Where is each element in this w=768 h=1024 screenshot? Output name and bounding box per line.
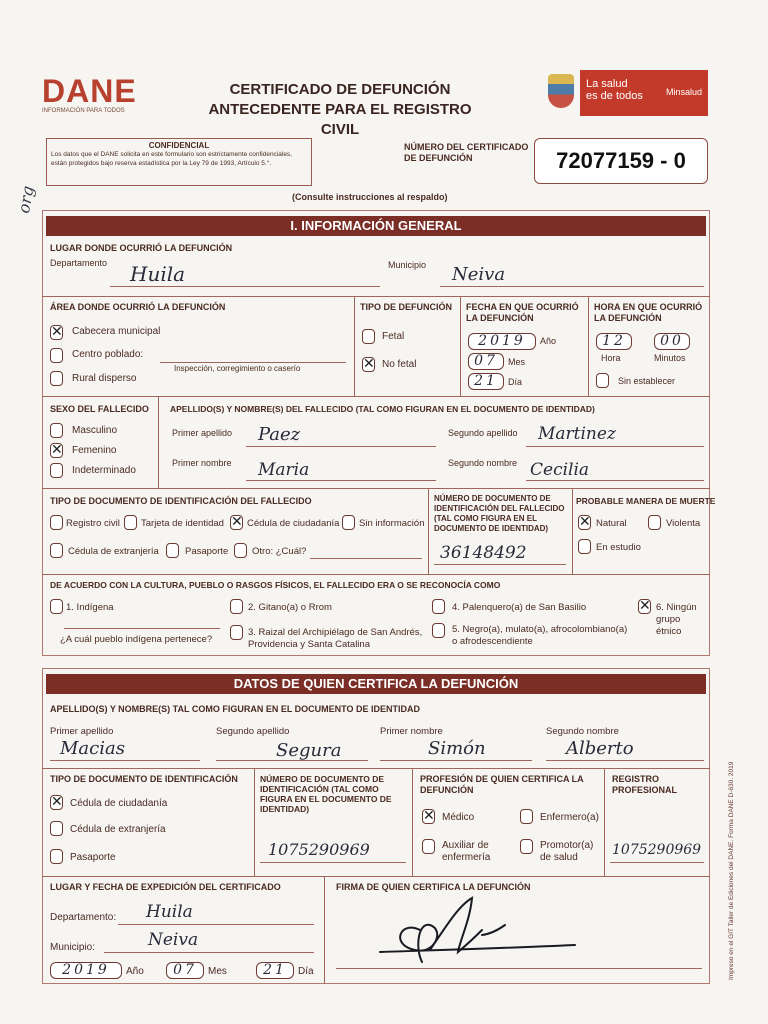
cert-extranjeria-label: Cédula de extranjería bbox=[70, 824, 166, 835]
etnia-indigena-checkbox[interactable] bbox=[50, 599, 63, 614]
prof-auxiliar-checkbox[interactable] bbox=[422, 839, 435, 854]
doc-cedula-label: Cédula de ciudadanía bbox=[247, 518, 340, 529]
field-line bbox=[118, 924, 314, 925]
lugar-fecha-label: LUGAR Y FECHA DE EXPEDICIÓN DEL CERTIFICADO bbox=[50, 882, 281, 892]
doc-otro-checkbox[interactable] bbox=[234, 543, 247, 558]
exp-month-field[interactable]: 07 bbox=[166, 962, 204, 979]
primer-apellido-value: Paez bbox=[258, 424, 301, 445]
sexo-label: SEXO DEL FALLECIDO bbox=[50, 404, 149, 414]
col-divider bbox=[158, 396, 159, 488]
doc-tarjeta-label: Tarjeta de identidad bbox=[141, 518, 224, 529]
etnia-label: DE ACUERDO CON LA CULTURA, PUEBLO O RASGOS FÍSICOS, EL FALLECIDO ERA O SE RECONOCÍA COMO bbox=[50, 580, 501, 590]
exp-month-label: Mes bbox=[208, 966, 227, 977]
cert-pasaporte-label: Pasaporte bbox=[70, 852, 116, 863]
minutos-field[interactable]: 00 bbox=[654, 333, 690, 350]
area-centro-note: Inspección, corregimiento o caserío bbox=[174, 364, 301, 373]
muerte-estudio-label: En estudio bbox=[596, 542, 641, 553]
doc-otro-label: Otro: ¿Cuál? bbox=[252, 546, 307, 557]
row-divider bbox=[42, 574, 710, 575]
col-divider bbox=[354, 296, 355, 396]
segundo-nombre-value: Cecilia bbox=[530, 460, 590, 480]
firma-label: FIRMA DE QUIEN CERTIFICA LA DEFUNCIÓN bbox=[336, 882, 531, 892]
doc-sininfo-label: Sin información bbox=[359, 518, 425, 529]
departamento-label: Departamento bbox=[50, 258, 108, 268]
field-line bbox=[526, 446, 704, 447]
fecha-month-field[interactable]: 07 bbox=[468, 353, 504, 370]
sexo-masculino-checkbox[interactable] bbox=[50, 423, 63, 438]
row-divider bbox=[42, 488, 710, 489]
prof-medico-checkbox[interactable] bbox=[422, 809, 435, 824]
minutos-sub-label: Minutos bbox=[654, 353, 686, 363]
etnia-gitano-checkbox[interactable] bbox=[230, 599, 243, 614]
departamento-value: Huila bbox=[130, 262, 186, 286]
confidencial-box: CONFIDENCIAL Los datos que el DANE solicita en este formulario son estrictamente confidenciales, están protegidos bajo reserva estadística por la Ley 79 de 1993, Artículo 5.°. bbox=[46, 138, 312, 186]
row-divider bbox=[42, 768, 710, 769]
firma-line bbox=[336, 968, 702, 969]
muerte-natural-label: Natural bbox=[596, 518, 627, 529]
primer-nombre-label: Primer nombre bbox=[172, 458, 232, 468]
section-title-general: I. INFORMACIÓN GENERAL bbox=[46, 216, 706, 236]
muerte-violenta-checkbox[interactable] bbox=[648, 515, 661, 530]
muerte-label: PROBABLE MANERA DE MUERTE bbox=[576, 496, 716, 506]
area-cabecera-label: Cabecera municipal bbox=[72, 326, 161, 337]
doc-tarjeta-checkbox[interactable] bbox=[124, 515, 137, 530]
tipo-nofetal-label: No fetal bbox=[382, 359, 417, 370]
exp-day-label: Día bbox=[298, 966, 314, 977]
col-divider bbox=[324, 876, 325, 984]
sexo-indeterminado-label: Indeterminado bbox=[72, 465, 136, 476]
hora-field[interactable]: 12 bbox=[596, 333, 632, 350]
dane-logo: DANE INFORMACIÓN PARA TODOS bbox=[42, 73, 137, 114]
col-divider bbox=[460, 296, 461, 396]
field-line bbox=[216, 760, 368, 761]
cert-cedula-checkbox[interactable] bbox=[50, 795, 63, 810]
area-rural-label: Rural disperso bbox=[72, 373, 137, 384]
municipio-label: Municipio bbox=[388, 260, 427, 270]
hora-sub-label: Hora bbox=[601, 353, 621, 363]
prof-enfermero-checkbox[interactable] bbox=[520, 809, 533, 824]
etnia-raizal-checkbox[interactable] bbox=[230, 625, 243, 640]
exp-year-field[interactable]: 2019 bbox=[50, 962, 122, 979]
cert-segundo-nombre-value: Alberto bbox=[566, 738, 634, 759]
nombres-fallecido-label: APELLIDO(S) Y NOMBRE(S) DEL FALLECIDO (TAL COMO FIGURAN EN EL DOCUMENTO DE IDENTIDAD) bbox=[170, 404, 595, 414]
muerte-violenta-label: Violenta bbox=[666, 518, 701, 529]
row-divider bbox=[42, 876, 710, 877]
day-label: Día bbox=[508, 377, 523, 387]
field-line bbox=[246, 446, 436, 447]
field-line bbox=[260, 862, 406, 863]
minsalud-brand: Minsalud bbox=[665, 87, 702, 97]
doc-registro-checkbox[interactable] bbox=[50, 515, 63, 530]
prof-promotor-checkbox[interactable] bbox=[520, 839, 533, 854]
prof-enfermero-label: Enfermero(a) bbox=[540, 812, 599, 823]
row-divider bbox=[42, 296, 710, 297]
tipo-fetal-checkbox[interactable] bbox=[362, 329, 375, 344]
signature-image bbox=[360, 890, 590, 970]
etnia-indigena-label: 1. Indígena bbox=[66, 602, 114, 613]
num-doc-fallecido-label: NÚMERO DE DOCUMENTO DE IDENTIFICACIÓN DEL FALLECIDO (TAL COMO FIGURA EN EL DOCUMENTO DE IDENTIDAD) bbox=[434, 494, 565, 533]
doc-pasaporte-label: Pasaporte bbox=[185, 546, 229, 557]
side-note: Impreso en el GIT Taller de Ediciones del DANE. Forma DANE D-630. 2019 bbox=[728, 761, 735, 980]
segundo-apellido-label: Segundo apellido bbox=[448, 428, 518, 438]
exp-municipio-value: Neiva bbox=[148, 930, 199, 950]
num-doc-fallecido-value: 36148492 bbox=[440, 543, 527, 563]
col-divider bbox=[588, 296, 589, 396]
cert-primer-apellido-label: Primer apellido bbox=[50, 726, 114, 737]
primer-apellido-label: Primer apellido bbox=[172, 428, 233, 438]
centro-poblado-line bbox=[160, 362, 346, 363]
col-divider bbox=[604, 768, 605, 876]
cert-pasaporte-checkbox[interactable] bbox=[50, 849, 63, 864]
row-divider bbox=[42, 396, 710, 397]
field-line bbox=[610, 862, 704, 863]
cert-primer-apellido-value: Macias bbox=[60, 738, 125, 759]
field-line bbox=[246, 480, 436, 481]
etnia-raizal-label: 3. Raizal del Archipiélago de San Andrés, Providencia y Santa Catalina bbox=[248, 627, 423, 650]
prof-promotor-label: Promotor(a) de salud bbox=[540, 840, 594, 863]
sin-establecer-checkbox[interactable] bbox=[596, 373, 609, 388]
form-title: CERTIFICADO DE DEFUNCIÓN ANTECEDENTE PARA EL REGISTRO CIVIL bbox=[208, 81, 472, 138]
margin-note: org bbox=[14, 184, 38, 215]
area-label: ÁREA DONDE OCURRIÓ LA DEFUNCIÓN bbox=[50, 302, 226, 312]
muerte-estudio-checkbox[interactable] bbox=[578, 539, 591, 554]
area-rural-checkbox[interactable] bbox=[50, 371, 63, 386]
colombia-shield-icon bbox=[548, 74, 574, 108]
cert-num-doc-value: 1075290969 bbox=[268, 840, 370, 859]
field-line bbox=[64, 628, 220, 629]
exp-day-field[interactable]: 21 bbox=[256, 962, 294, 979]
lugar-defuncion-label: LUGAR DONDE OCURRIÓ LA DEFUNCIÓN bbox=[50, 243, 233, 253]
doc-extranjeria-label: Cédula de extranjería bbox=[68, 546, 159, 557]
etnia-gitano-label: 2. Gitano(a) o Rrom bbox=[248, 602, 332, 613]
col-divider bbox=[428, 488, 429, 574]
registro-label: REGISTRO PROFESIONAL bbox=[612, 774, 678, 795]
sexo-masculino-label: Masculino bbox=[72, 425, 118, 436]
segundo-apellido-value: Martinez bbox=[538, 424, 616, 444]
year-label: Año bbox=[540, 336, 557, 346]
etnia-palenquero-checkbox[interactable] bbox=[432, 599, 445, 614]
etnia-ninguno-label: 6. Ningún grupo étnico bbox=[656, 602, 697, 637]
area-centro-label: Centro poblado: bbox=[72, 349, 144, 360]
fecha-year-field[interactable]: 2019 bbox=[468, 333, 536, 350]
doc-sininfo-checkbox[interactable] bbox=[342, 515, 355, 530]
field-line bbox=[526, 480, 704, 481]
cert-extranjeria-checkbox[interactable] bbox=[50, 821, 63, 836]
col-divider bbox=[412, 768, 413, 876]
departamento-line bbox=[110, 286, 380, 287]
etnia-palenquero-label: 4. Palenquero(a) de San Basilio bbox=[452, 602, 587, 613]
muerte-natural-checkbox[interactable] bbox=[578, 515, 591, 530]
sexo-femenino-checkbox[interactable] bbox=[50, 443, 63, 458]
field-line bbox=[546, 760, 704, 761]
exp-municipio-label: Municipio: bbox=[50, 942, 96, 953]
hora-defuncion-label: HORA EN QUE OCURRIÓ LA DEFUNCIÓN bbox=[594, 302, 703, 323]
field-line bbox=[104, 952, 314, 953]
municipio-value: Neiva bbox=[452, 264, 506, 285]
minsalud-banner: La salud es de todos Minsalud bbox=[580, 70, 708, 116]
numero-certificado-label: NÚMERO DEL CERTIFICADO DE DEFUNCIÓN bbox=[404, 142, 529, 163]
exp-departamento-label: Departamento: bbox=[50, 912, 117, 923]
cert-segundo-apellido-value: Segura bbox=[276, 740, 342, 761]
sexo-femenino-label: Femenino bbox=[72, 445, 117, 456]
col-divider bbox=[254, 768, 255, 876]
segundo-nombre-label: Segundo nombre bbox=[448, 458, 518, 468]
sexo-indeterminado-checkbox[interactable] bbox=[50, 463, 63, 478]
cert-num-doc-label: NÚMERO DE DOCUMENTO DE IDENTIFICACIÓN (TAL COMO FIGURA EN EL DOCUMENTO DE IDENTIDAD) bbox=[260, 774, 392, 814]
doc-otro-line bbox=[310, 558, 422, 559]
etnia-negro-label: 5. Negro(a), mulato(a), afrocolombiano(a) o afrodescendiente bbox=[452, 624, 628, 647]
cert-segundo-nombre-label: Segundo nombre bbox=[546, 726, 619, 737]
area-centro-checkbox[interactable] bbox=[50, 348, 63, 363]
instrucciones: (Consulte instrucciones al respaldo) bbox=[292, 192, 448, 202]
doc-pasaporte-checkbox[interactable] bbox=[166, 543, 179, 558]
fecha-defuncion-label: FECHA EN QUE OCURRIÓ LA DEFUNCIÓN bbox=[466, 302, 579, 323]
exp-departamento-value: Huila bbox=[146, 902, 193, 922]
cert-primer-nombre-label: Primer nombre bbox=[380, 726, 443, 737]
doc-registro-label: Registro civil bbox=[66, 518, 120, 529]
cert-primer-nombre-value: Simón bbox=[428, 738, 486, 759]
col-divider bbox=[572, 488, 573, 574]
month-label: Mes bbox=[508, 357, 526, 367]
fecha-day-field[interactable]: 21 bbox=[468, 373, 504, 390]
cert-cedula-label: Cédula de ciudadanía bbox=[70, 798, 168, 809]
field-line bbox=[434, 564, 566, 565]
field-line bbox=[380, 760, 532, 761]
tipo-defuncion-label: TIPO DE DEFUNCIÓN bbox=[360, 302, 453, 312]
field-line bbox=[50, 760, 200, 761]
etnia-pueblo-question: ¿A cuál pueblo indígena pertenece? bbox=[60, 634, 213, 645]
doc-cedula-checkbox[interactable] bbox=[230, 515, 243, 530]
tipo-nofetal-checkbox[interactable] bbox=[362, 357, 375, 372]
section-title-certificador: DATOS DE QUIEN CERTIFICA LA DEFUNCIÓN bbox=[46, 674, 706, 694]
etnia-negro-checkbox[interactable] bbox=[432, 623, 445, 638]
cert-tipo-doc-label: TIPO DE DOCUMENTO DE IDENTIFICACIÓN bbox=[50, 774, 238, 784]
numero-certificado-box: 72077159 - 0 bbox=[534, 138, 708, 184]
profesion-label: PROFESIÓN DE QUIEN CERTIFICA LA DEFUNCIÓN bbox=[420, 774, 584, 795]
primer-nombre-value: Maria bbox=[258, 460, 310, 480]
certificador-nombres-label: APELLIDO(S) Y NOMBRE(S) TAL COMO FIGURAN EN EL DOCUMENTO DE IDENTIDAD bbox=[50, 704, 421, 714]
exp-year-label: Año bbox=[126, 966, 144, 977]
doc-extranjeria-checkbox[interactable] bbox=[50, 543, 63, 558]
prof-auxiliar-label: Auxiliar de enfermería bbox=[442, 840, 491, 863]
etnia-ninguno-checkbox[interactable] bbox=[638, 599, 651, 614]
tipo-doc-fallecido-label: TIPO DE DOCUMENTO DE IDENTIFICACIÓN DEL FALLECIDO bbox=[50, 496, 312, 506]
area-cabecera-checkbox[interactable] bbox=[50, 325, 63, 340]
cert-segundo-apellido-label: Segundo apellido bbox=[216, 726, 290, 737]
registro-value: 1075290969 bbox=[612, 842, 702, 858]
sin-establecer-label: Sin establecer bbox=[618, 376, 676, 386]
tipo-fetal-label: Fetal bbox=[382, 331, 405, 342]
prof-medico-label: Médico bbox=[442, 812, 475, 823]
municipio-line bbox=[440, 286, 704, 287]
